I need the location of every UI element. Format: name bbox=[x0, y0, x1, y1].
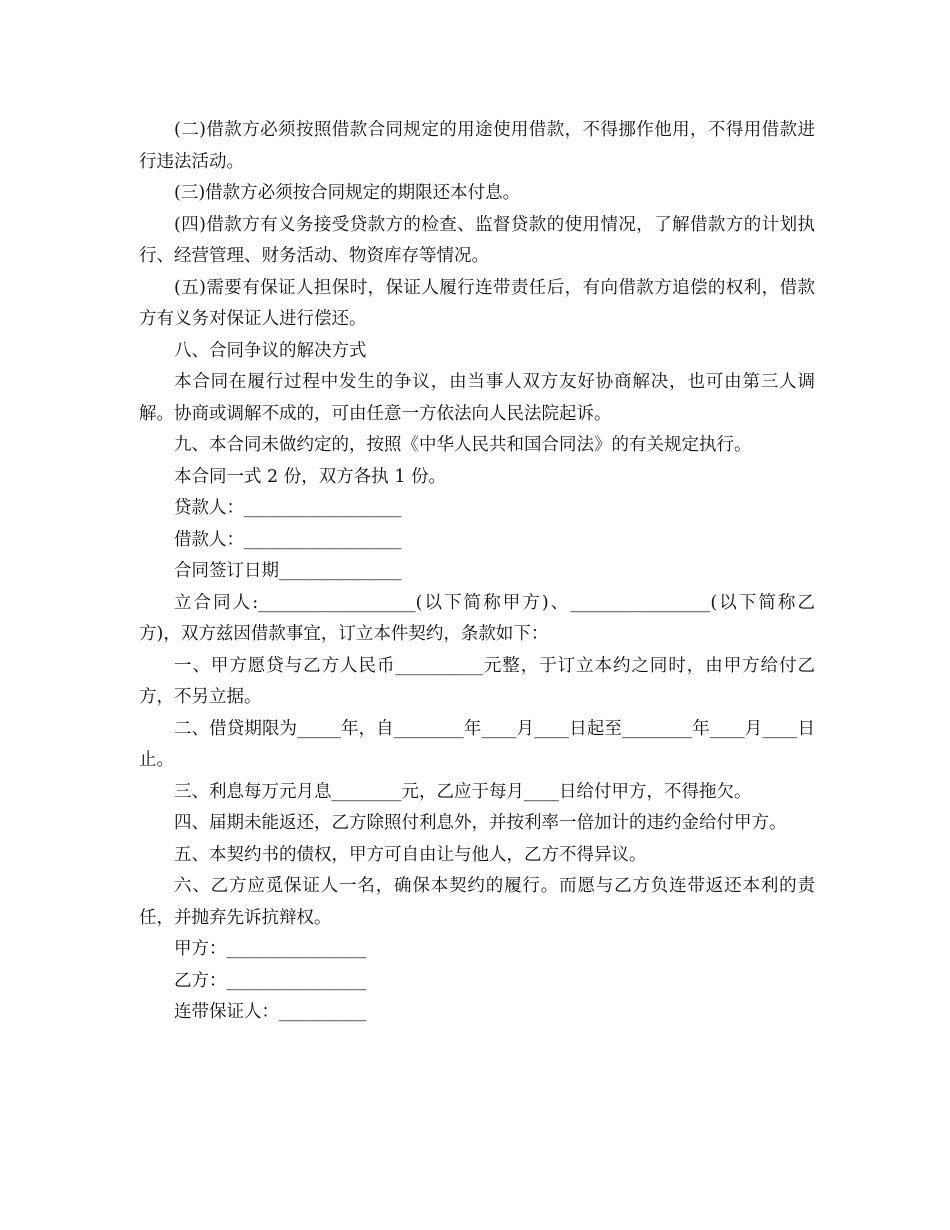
article-4-paragraph: 四、届期未能返还，乙方除照付利息外，并按利率一倍加计的违约金给付甲方。 bbox=[174, 813, 787, 833]
article-1-paragraph: 一、甲方愿贷与乙方人民币__________元整，于订立本约之同时，由甲方给付乙方，不另立据。 bbox=[139, 655, 815, 707]
party-b-signature-line: 乙方：________________ bbox=[174, 970, 367, 991]
dispute-resolution-paragraph: 本合同在履行过程中发生的争议，由当事人双方友好协商解决，也可由第三人调解。协商或调解不成的，可由任意一方依法向人民法院起诉。 bbox=[139, 372, 815, 424]
article-2-paragraph: 二、借贷期限为_____年，自________年____月____日起至________年____月____日止。 bbox=[139, 718, 815, 770]
guarantor-signature-line: 连带保证人：__________ bbox=[174, 1002, 367, 1022]
article-5-paragraph: 五、本契约书的债权，甲方可自由让与他人，乙方不得异议。 bbox=[174, 844, 647, 865]
document-body bbox=[139, 115, 815, 1029]
contract-parties-paragraph: 立合同人:__________________(以下简称甲方)、________________(以下简称乙方)，双方兹因借款事宜，订立本件契约，条款如下： bbox=[139, 592, 815, 644]
article-6-paragraph: 六、乙方应觅保证人一名，确保本契约的履行。而愿与乙方负连带返还本利的责任，并抛弃先诉抗辩权。 bbox=[139, 876, 815, 928]
signing-date-line: 合同签订日期______________ bbox=[174, 561, 402, 581]
party-a-signature-line: 甲方：________________ bbox=[174, 939, 367, 959]
clause-5-paragraph: (五)需要有保证人担保时，保证人履行连带责任后，有向借款方追偿的权利，借款方有义务对保证人进行偿还。 bbox=[139, 277, 815, 329]
section-8-heading: 八、合同争议的解决方式 bbox=[174, 340, 367, 361]
lender-signature-line: 贷款人：__________________ bbox=[174, 498, 402, 518]
section-9-paragraph: 九、本合同未做约定的，按照《中华人民共和国合同法》的有关规定执行。 bbox=[174, 435, 752, 455]
clause-2-paragraph: (二)借款方必须按照借款合同规定的用途使用借款，不得挪作他用，不得用借款进行违法活动。 bbox=[139, 120, 815, 172]
article-3-paragraph: 三、利息每万元月息________元，乙应于每月____日给付甲方，不得拖欠。 bbox=[174, 781, 752, 802]
clause-3-paragraph: (三)借款方必须按合同规定的期限还本付息。 bbox=[174, 183, 521, 203]
copies-paragraph: 本合同一式 2 份，双方各执 1 份。 bbox=[174, 466, 447, 487]
borrower-signature-line: 借款人：__________________ bbox=[174, 529, 402, 550]
clause-4-paragraph: (四)借款方有义务接受贷款方的检查、监督贷款的使用情况，了解借款方的计划执行、经营管理、财务活动、物资库存等情况。 bbox=[139, 214, 815, 266]
